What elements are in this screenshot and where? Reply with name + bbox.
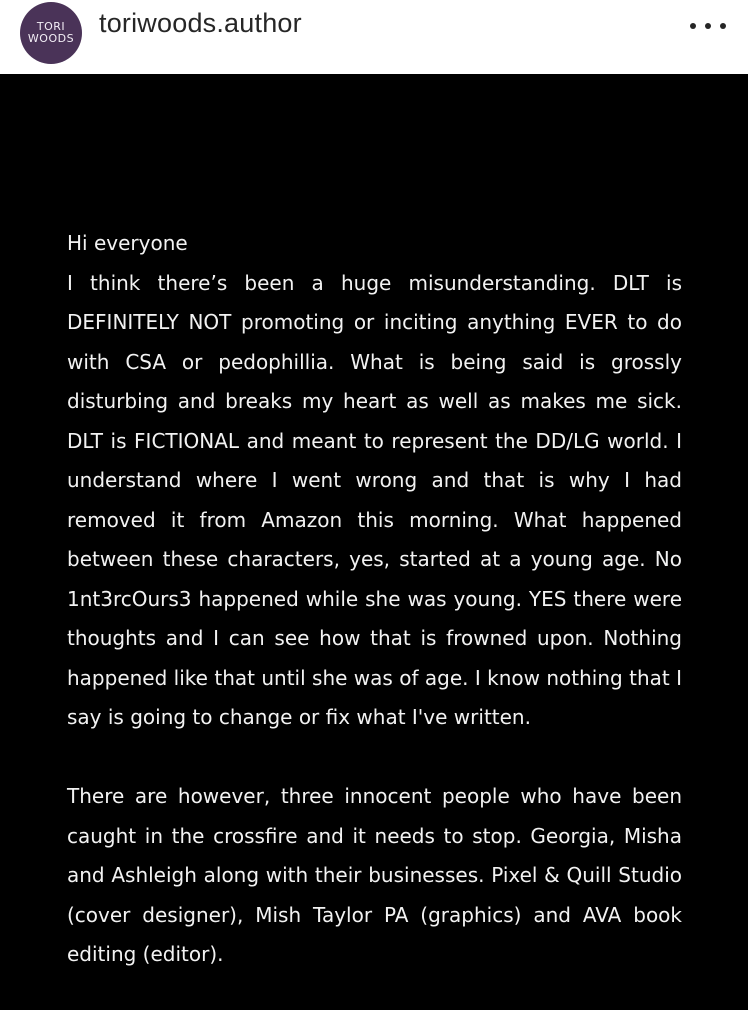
statement-text [67, 224, 682, 975]
statement-paragraph-1: I think there’s been a huge misunderstanding. DLT is DEFINITELY NOT promoting or inciting anything EVER to do with CSA or pedophillia. What is being said is grossly disturbing and breaks my heart as well as makes me sick. DLT is FICTIONAL and meant to represent the DD/LG world. I understand where I went wrong and that is why I had removed it from Amazon this morning. What happened between these characters, yes, started at a young age. No 1nt3rcOurs3 happened while she was young. YES there were thoughts and I can see how that is frowned upon. Nothing happened like that until she was of age. I know nothing that I say is going to change or fix what I've written. [67, 270, 682, 729]
greeting-text: Hi everyone [67, 231, 188, 255]
more-options-button[interactable] [690, 16, 726, 36]
post-header [0, 0, 748, 72]
paragraph-spacer [67, 738, 682, 778]
username-link[interactable]: toriwoods.author [99, 8, 302, 38]
post-image[interactable] [0, 74, 748, 1010]
post-footer-edge [0, 1010, 748, 1024]
statement-paragraph-2: There are however, three innocent people who have been caught in the crossfire and it needs to stop. Georgia, Misha and Ashleigh along with their businesses. Pixel & Quill Studio (cover designer), Mish Taylor PA (graphics) and AVA book editing (editor). [67, 784, 682, 966]
avatar-text-line2: WOODS [27, 32, 75, 45]
avatar[interactable] [20, 2, 82, 64]
more-horizontal-icon [705, 23, 711, 29]
more-horizontal-icon [690, 23, 696, 29]
more-horizontal-icon [720, 23, 726, 29]
avatar-text-line1: TORI [36, 20, 66, 33]
